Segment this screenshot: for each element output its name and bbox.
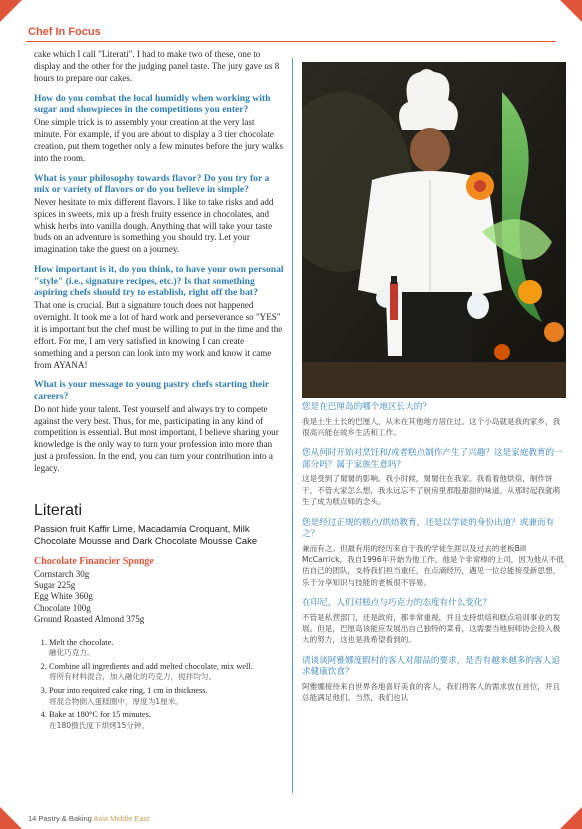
- corner-accent-bottom-left: [0, 807, 22, 829]
- answer-message: Do not hide your talent. Test yourself and always try to compete against the very best. Thus, for me, participating in any kind of competition is essential. But most important, I believe sharing your knowledge is the only way to turn your profession into more than just a profession. In the end, you can turn your contribution into a legacy.: [34, 403, 279, 474]
- method-steps: [34, 638, 284, 732]
- cn-question-4: 在印尼，人们对糕点与巧克力的态度有什么变化？: [302, 598, 492, 609]
- cn-answer-5: 阿雅娜接待来自世界各地喜好美食的客人，我们将客人的需求放在首位，并且总能满足他们。当然，我们也认: [302, 681, 561, 703]
- page-number: 14: [28, 814, 37, 823]
- cn-question-5: 请谈谈阿雅娜度假村的客人对甜品的要求，是否有越来越多的客人追求健康饮食？: [302, 655, 560, 678]
- answer-flavor: Never hesitate to mix different flavors. I like to take risks and add spices in sweets, mix up a fresh fruity essence in chocolates, and whisk herbs into vanilla dough. Anything that will take your taste buds on an adventure is something you should try. Let your imagination take the guest on a journey.: [34, 196, 274, 255]
- answer-humidity: One simple trick is to assembly your creation at the very last minute. For example, if you are about to display a 3 tier chocolate creation, put them together only a few minutes before the jury walks into the room.: [34, 116, 283, 163]
- step-text-cn: 在180摄氏度下烘烤15分钟。: [49, 720, 150, 730]
- question-style: How important is it, do you think, to have your own personal "style" (i.e., signature recipes, etc.)? Is that something aspiring chefs should try to establish, right off the bat?: [34, 264, 284, 299]
- ingredient-item: Egg White 360g: [34, 591, 93, 602]
- right-column: [302, 402, 566, 714]
- corner-accent-top-right: [560, 0, 582, 22]
- recipe-subtitle: Passion fruit Kaffir Lime, Macadamia Croquant, Milk Chocolate Mousse and Dark Chocolate Mousse Cake: [34, 523, 258, 546]
- magazine-name: Pastry & Baking: [38, 814, 92, 823]
- left-column: [34, 49, 284, 734]
- answer-style: That one is crucial. But a signature touch does not happened overnight. It took me a lot of hard work and perseverance so "YES" it is important but the chef must be willing to put in the time and the effort. For me, I am very satisfied in knowing I can create something and a person can look into my work and know it came from AYANA!: [34, 300, 283, 370]
- cn-question-2: 您从何时开始对烹饪和/或者糕点制作产生了兴趣？这是家庭教育的一部分吗？属于家族生意吗？: [302, 448, 563, 470]
- question-message: What is your message to young pastry chefs starting their careers?: [34, 379, 269, 403]
- recipe-title: Literati: [34, 502, 83, 520]
- recipe-heading: Chocolate Financier Sponge: [34, 555, 154, 567]
- header-rule: [26, 41, 556, 42]
- method-step: [49, 662, 284, 683]
- question-flavor: What is your philosophy towards flavor? Do you try for a mix or variety of flavors or do you believe in simple?: [34, 172, 270, 196]
- ingredient-item: Ground Roasted Almond 375g: [34, 614, 145, 625]
- chef-photo: [302, 62, 566, 398]
- cn-answer-1: 我是土生土长的巴厘人，从未在其他地方居住过。这个小岛就是我的家乡，我很高兴能在故乡生活和工作。: [302, 416, 561, 437]
- cn-answer-2: 这是受到了舅舅的影响。我小时候，舅舅住在我家。我看着他烘焙，制作饼干，不管大家怎么想，我永远忘不了厨房里那股甜甜的味道。从那时起我就萌生了成为糕点师的念头。: [302, 474, 561, 507]
- page-footer: [28, 814, 149, 823]
- ingredient-item: Cornstarch 30g: [34, 568, 90, 579]
- step-text-en: Pour into required cake ring, 1 cm in thickness.: [49, 685, 208, 695]
- corner-accent-bottom-right: [560, 807, 582, 829]
- step-text-en: Combine all ingredients and add melted chocolate, mix well.: [49, 661, 253, 671]
- section-label: Chef In Focus: [28, 26, 101, 38]
- ingredient-item: Sugar 225g: [34, 579, 76, 590]
- corner-accent-top-left: [0, 0, 22, 22]
- method-step: [49, 686, 284, 707]
- column-divider: [292, 58, 293, 793]
- cn-question-1: 您是在巴厘岛的哪个地区长大的？: [302, 402, 431, 412]
- intro-paragraph: cake which I call "Literati". I had to make two of these, one to display and the other for the judging panel taste. The jury gave us 8 hours to prepare our cakes.: [34, 49, 280, 83]
- method-step: [49, 710, 284, 731]
- step-text-cn: 将混合物倒入蛋糕圈中，厚度为1厘米。: [49, 696, 183, 706]
- ingredient-item: Chocolate 100g: [34, 602, 91, 613]
- magazine-region: Asia Middle East: [93, 814, 150, 823]
- step-text-cn: 融化巧克力。: [49, 648, 95, 658]
- method-step: [49, 638, 284, 659]
- step-text-en: Melt the chocolate.: [49, 637, 114, 647]
- step-text-en: Bake at 180°C for 15 minutes.: [49, 710, 151, 720]
- cn-question-3: 您是经过正规的糕点/烘焙教育，还是以学徒的身份出道？或兼而有之？: [302, 517, 555, 540]
- step-text-cn: 将所有材料混合，加入融化的巧克力，搅拌均匀。: [49, 672, 217, 682]
- cn-answer-4: 不管是私营部门，还是政府，都非常重视，并且支持烘焙和糕点培训事业的发展。但是，巴厘岛该能应发展出自己独特的菜肴，这需要当地厨师协会投入极大的努力，这也是我希望看到的。: [302, 612, 561, 645]
- question-humidity: How do you combat the local humidly when working with sugar and showpieces in the competitions you enter?: [34, 92, 271, 116]
- cn-answer-3: 兼而有之。但最有用的经历来自于我的学徒生涯以及过去的老板Bill McCarrick。我自1996年开始为他工作，他是个非常棒的上司，因为他从不低估自己的团队，支持我们担当重任，在点滴经历，遇见一位总能接受新思想，乐于分享知识与技能的老板很不容易。: [302, 543, 564, 587]
- ingredient-list: [34, 569, 284, 626]
